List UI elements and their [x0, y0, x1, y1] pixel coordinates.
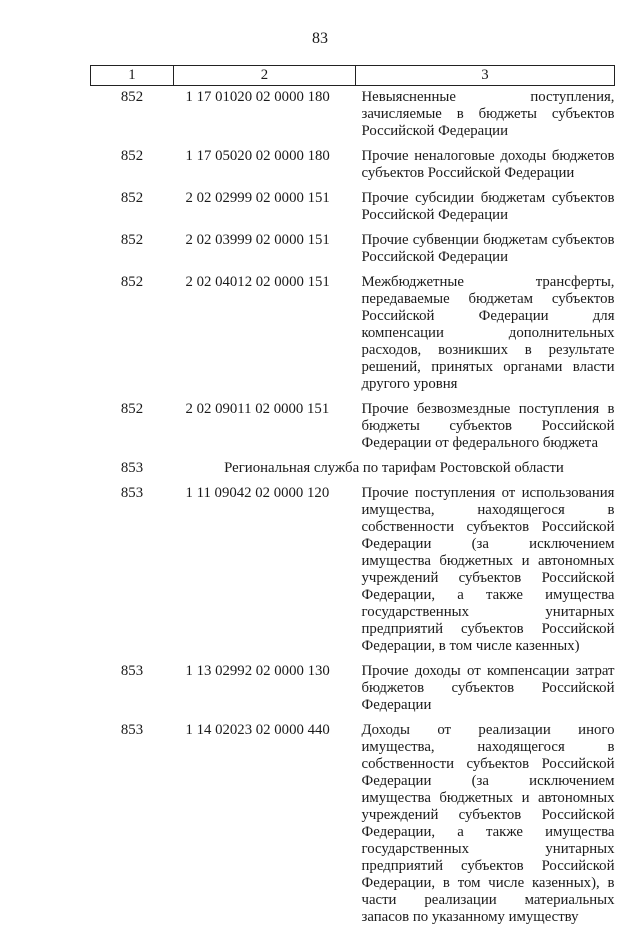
table-row: [91, 145, 615, 187]
revenue-name-cell: Прочие доходы от компенсации затрат бюджетов субъектов Российской Федерации: [361, 663, 615, 713]
revenue-name-cell: Прочие субсидии бюджетам субъектов Российской Федерации: [361, 190, 615, 223]
revenue-name-cell: Доходы от реализации иного имущества, находящегося в собственности субъектов Российской Федерации (за исключением имущества бюджетных и автономных учреждений субъектов Российской Федерации, а также имущества государственных унитарных предприятий субъектов Российской Федерации, в том числе казенных), в части реализации материальных запасов по указанному имуществу: [361, 722, 615, 925]
revenue-name-cell: Межбюджетные трансферты, передаваемые бюджетам субъектов Российской Федерации для компенсации дополнительных расходов, возникших в результате решений, принятых органами власти другого уровня: [361, 274, 615, 392]
table-row: [91, 229, 615, 271]
revenue-code-cell: 2 02 04012 02 0000 151: [185, 274, 330, 290]
column-header-1: 1: [91, 66, 174, 86]
admin-code-cell: 853: [120, 722, 144, 738]
revenue-code-cell: 2 02 09011 02 0000 151: [185, 401, 330, 417]
revenue-name-cell: Прочие безвозмездные поступления в бюджеты субъектов Российской Федерации от федерального бюджета: [361, 401, 615, 451]
table-row: [91, 660, 615, 719]
revenue-name-cell: Прочие неналоговые доходы бюджетов субъектов Российской Федерации: [361, 148, 615, 181]
revenue-code-cell: 1 14 02023 02 0000 440: [185, 722, 330, 738]
org-section-row: [91, 457, 615, 482]
revenue-name-cell: Невыясненные поступления, зачисляемые в бюджеты субъектов Российской Федерации: [361, 89, 615, 139]
page-number: 83: [312, 30, 328, 47]
admin-code-cell: 852: [120, 401, 144, 417]
table-row: [91, 271, 615, 398]
table-row: [91, 482, 615, 660]
table-header-row: [91, 66, 615, 86]
column-header-2: 2: [174, 66, 356, 86]
revenue-code-cell: 2 02 03999 02 0000 151: [185, 232, 330, 248]
admin-code-cell: 852: [120, 232, 144, 248]
revenue-code-cell: 1 13 02992 02 0000 130: [185, 663, 330, 679]
admin-code-cell: 852: [120, 274, 144, 290]
admin-code-cell: 853: [120, 485, 144, 501]
admin-code-cell: 852: [120, 89, 144, 105]
admin-code-cell: 852: [120, 190, 144, 206]
admin-code-cell: 853: [120, 460, 144, 476]
revenue-code-table: [90, 65, 615, 931]
table-row: [91, 398, 615, 457]
revenue-code-cell: 1 17 05020 02 0000 180: [185, 148, 330, 164]
revenue-name-cell: Прочие субвенции бюджетам субъектов Российской Федерации: [361, 232, 615, 265]
revenue-code-cell: 1 11 09042 02 0000 120: [185, 485, 330, 501]
table-row: [91, 86, 615, 146]
table-row: [91, 719, 615, 931]
column-header-3: 3: [356, 66, 615, 86]
revenue-name-cell: Прочие поступления от использования имущества, находящегося в собственности субъектов Российской Федерации (за исключением имущества бюджетных и автономных учреждений субъектов Российской Федерации, а также имущества государственных унитарных предприятий субъектов Российской Федерации, в том числе казенных): [361, 485, 615, 654]
admin-code-cell: 852: [120, 148, 144, 164]
revenue-code-cell: 1 17 01020 02 0000 180: [185, 89, 330, 105]
admin-code-cell: 853: [120, 663, 144, 679]
table-row: [91, 187, 615, 229]
organization-name: Региональная служба по тарифам Ростовской области: [224, 460, 564, 476]
revenue-code-cell: 2 02 02999 02 0000 151: [185, 190, 330, 206]
